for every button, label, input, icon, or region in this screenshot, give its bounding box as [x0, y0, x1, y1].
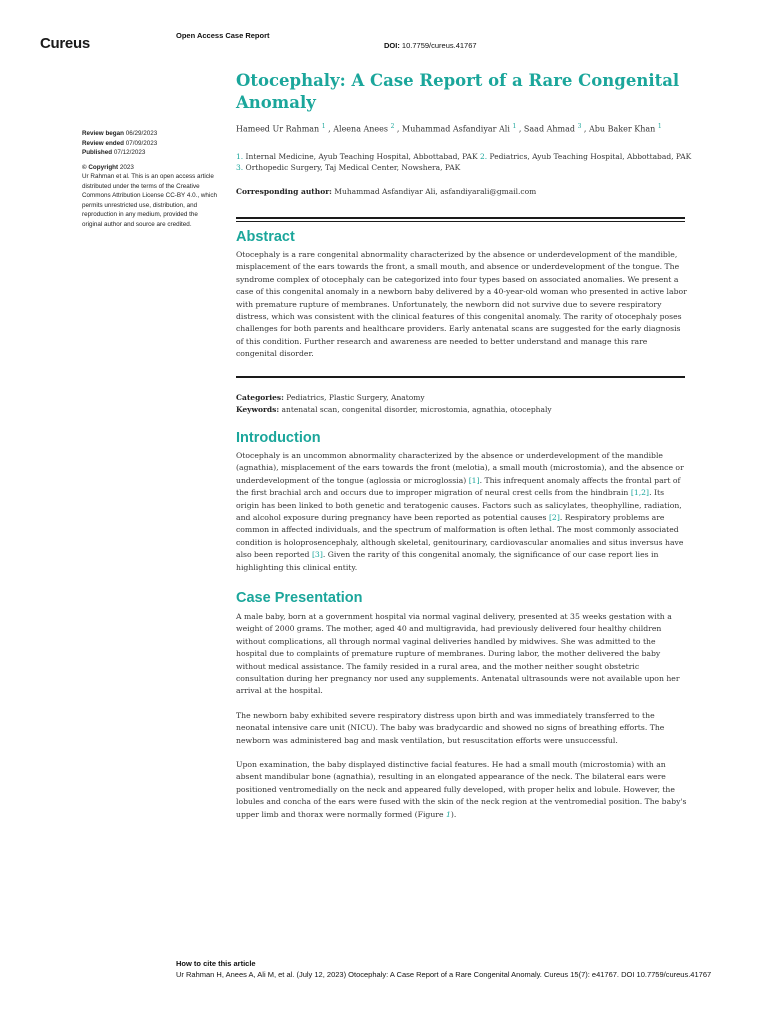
- categories-value[interactable]: Pediatrics, Plastic Surgery, Anatomy: [283, 393, 425, 402]
- author-name[interactable]: Muhammad Asfandiyar Ali: [402, 124, 510, 134]
- case-text-segment: ).: [450, 809, 457, 819]
- introduction-heading: Introduction: [236, 430, 321, 446]
- intro-text-segment: . Its origin has been linked to both genetic and teratogenic causes. Factors such as salicylates, theophylline, radiation, and alcohol exposure during pregnancy have been reported as potential causes: [236, 488, 682, 523]
- intro-text-segment: . Given the rarity of this congenital anomaly, the significance of our case report lies in highlighting this clinical entity.: [236, 550, 659, 572]
- article-title: Otocephaly: A Case Report of a Rare Congenital Anomaly: [236, 71, 680, 112]
- review-began-date: 06/29/2023: [124, 130, 158, 137]
- review-began: [82, 129, 217, 139]
- figure-link[interactable]: 1: [445, 809, 451, 819]
- author-list: [236, 123, 696, 134]
- cureus-logo: Cureus: [40, 35, 90, 52]
- affiliations: [236, 151, 706, 173]
- article-meta: [236, 392, 688, 416]
- case-paragraph-3: [236, 759, 688, 821]
- section-divider: [236, 217, 685, 219]
- author-name[interactable]: Aleena Anees: [333, 124, 389, 134]
- intro-text-segment: . Respiratory problems are common in affected individuals, and the spectrum of malformation is often lethal. The most commonly associated condition is holoprosencephaly, although skeletal, genitourinary, cardiovascular anomalies and situs inversus have also been reported: [236, 513, 684, 560]
- doi-label: DOI:: [384, 41, 400, 50]
- affiliation-number: 2.: [479, 152, 488, 161]
- author-affiliation-mark[interactable]: 1: [512, 123, 517, 130]
- author-separator: ,: [516, 124, 524, 134]
- author-separator: ,: [581, 124, 590, 134]
- author-name[interactable]: Saad Ahmad: [523, 124, 576, 134]
- published: [82, 148, 217, 158]
- copyright-year: 2023: [118, 163, 134, 171]
- case-presentation-heading: Case Presentation: [236, 590, 363, 606]
- affiliation-text: Orthopedic Surgery, Taj Medical Center, Nowshera, PAK: [243, 163, 461, 172]
- intro-text-segment: Otocephaly is an uncommon abnormality characterized by the absence or underdevelopment of the mandible (agnathia), misplacement of the ears towards the front (melotia), a small mouth (microstomia), and the absence or underdevelopment of the tongue (aglossia or microglossia): [236, 451, 684, 485]
- section-divider: [236, 221, 685, 222]
- review-ended: [82, 139, 217, 149]
- citation-link[interactable]: [1,2]: [630, 488, 650, 498]
- introduction-text: [236, 450, 688, 574]
- corresponding-author-label: Corresponding author:: [236, 187, 332, 196]
- affiliation-text: Pediatrics, Ayub Teaching Hospital, Abbottabad, PAK: [487, 152, 692, 161]
- corresponding-author: [236, 187, 696, 196]
- abstract-text: Otocephaly is a rare congenital abnormality characterized by the absence or underdevelopment of the mandible, misplacement of the ears towards the front, a small mouth, and absence or underdevelopment of the tongue. The syndrome complex of otocephaly can be categorized into four types based on associated anomalies. We present a case of this congenital anomaly in a newborn baby delivered by a 40-year-old woman who presented in active labor with premature rupture of membranes. Unfortunately, the newborn did not survive due to severe respiratory distress, which was consistent with the clinical features of this congenital anomaly. The rarity of otocephaly poses challenges for both parents and healthcare providers. Early antenatal scans are suggested for the early diagnosis of this condition. Further research and awareness are needed to better understand and manage this rare congenital disorder.: [236, 250, 687, 359]
- cite-text: Ur Rahman H, Anees A, Ali M, et al. (July 12, 2023) Otocephaly: A Case Report of a Rare Congenital Anomaly. Cureus 15(7): e41767. DOI 10.7759/cureus.41767: [176, 970, 712, 979]
- journal-type: Open Access Case Report: [176, 31, 270, 40]
- abstract-heading: Abstract: [236, 229, 295, 245]
- section-divider: [236, 376, 685, 378]
- categories: [236, 392, 688, 404]
- published-date: 07/12/2023: [112, 149, 146, 156]
- cite-heading: How to cite this article: [176, 959, 256, 968]
- case-paragraph-2: The newborn baby exhibited severe respiratory distress upon birth and was immediately transferred to the neonatal intensive care unit (NICU). The baby was bradycardic and showed no signs of breathing efforts. The newborn was administered bag and mask ventilation, but resuscitation efforts were unsuccessful.: [236, 711, 665, 745]
- case-text-segment: Upon examination, the baby displayed distinctive facial features. He had a small mouth (microstomia) with an absent mandibular bone (agnathia), resulting in an elongated appearance of the neck. The bilateral ears were positioned ventromedially on the neck and appeared fully developed, with proper helix and lobule. However, the lobules and concha of the ears were fused with the skin of the neck region at the ventromedial position. The baby's upper limb and thorax were normally formed (Figure: [236, 760, 687, 819]
- review-ended-date: 07/09/2023: [124, 139, 158, 147]
- how-to-cite: [176, 958, 716, 980]
- affiliation-number: 3.: [236, 163, 244, 172]
- published-label: Published: [82, 149, 113, 156]
- author-affiliation-mark[interactable]: 1: [321, 123, 326, 130]
- keywords-value: antenatal scan, congenital disorder, microstomia, agnathia, otocephaly: [279, 405, 552, 414]
- affiliation-text: Internal Medicine, Ayub Teaching Hospital, Abbottabad, PAK: [243, 152, 480, 161]
- case-paragraph-1: A male baby, born at a government hospital via normal vaginal delivery, presented at 35 weeks gestation with a weight of 2000 grams. The mother, aged 40 and multigravida, had previously delivered four healthy children without complications, all through normal vaginal deliveries handled by midwives. She was admitted to the hospital due to complaints of premature rupture of membranes. During labor, the mother delivered the baby without medical assistance. The family resided in a rural area, and the mother neither sought obstetric consultation during her pregnancy nor used any supplements. Antenatal ultrasounds were not available upon her arrival at the hospital.: [236, 612, 680, 696]
- keywords-label: Keywords:: [236, 405, 280, 414]
- author-name[interactable]: Abu Baker Khan: [589, 124, 656, 134]
- author-separator: ,: [325, 124, 334, 134]
- citation-link[interactable]: [3]: [311, 550, 323, 560]
- author-affiliation-mark[interactable]: 1: [657, 123, 662, 130]
- review-began-label: Review began: [82, 130, 124, 137]
- citation-link[interactable]: [2]: [548, 513, 560, 523]
- copyright-label: © Copyright: [82, 163, 119, 171]
- intro-text-segment: . This infrequent anomaly affects the frontal part of the first brachial arch and occurs due to improper migration of neural crest cells from the hindbrain: [236, 475, 681, 498]
- author-affiliation-mark[interactable]: 3: [577, 123, 582, 130]
- corresponding-author-value[interactable]: Muhammad Asfandiyar Ali, asfandiyarali@gmail.com: [331, 187, 537, 196]
- citation-link[interactable]: [1]: [468, 475, 480, 485]
- categories-label: Categories:: [236, 393, 284, 402]
- doi-value: 10.7759/cureus.41767: [399, 41, 477, 50]
- license-text: Ur Rahman et al. This is an open access article distributed under the terms of the Creative Commons Attribution License CC-BY 4.0., which permits unrestricted use, distribution, and reproduction in any medium, provided the original author and source are credited.: [82, 173, 217, 228]
- doi[interactable]: [384, 41, 477, 50]
- keywords: [236, 404, 688, 416]
- review-ended-label: Review ended: [82, 139, 124, 147]
- author-affiliation-mark[interactable]: 2: [390, 123, 395, 130]
- author-separator: ,: [394, 124, 403, 134]
- copyright: [82, 163, 217, 173]
- author-name[interactable]: Hameed Ur Rahman: [236, 124, 320, 134]
- affiliation-number: 1.: [236, 152, 244, 161]
- review-sidebar: [82, 129, 217, 229]
